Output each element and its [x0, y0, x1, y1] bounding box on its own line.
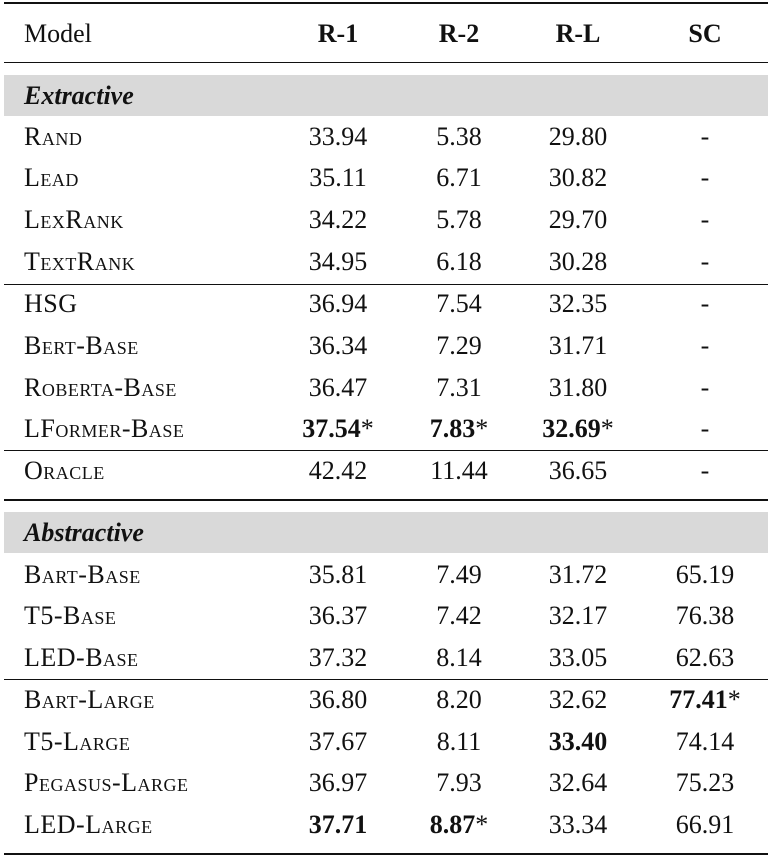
- table-row: [0, 408, 772, 449]
- r2-value: 5.78: [436, 205, 482, 234]
- table-row: [0, 595, 772, 636]
- rl-value: 31.80: [548, 373, 608, 402]
- sc-value: 66.91: [675, 810, 735, 839]
- r2-value: 8.87*: [429, 810, 489, 839]
- table-row: [0, 762, 772, 803]
- table-row: [0, 679, 772, 720]
- r2-value: 7.83*: [429, 414, 489, 443]
- section-rule: [4, 499, 768, 501]
- model-name: Bart-Base: [24, 560, 141, 589]
- sc-value: 65.19: [675, 560, 735, 589]
- r1-value: 37.71: [308, 810, 368, 839]
- model-name: LED-Large: [24, 810, 153, 839]
- header-r2: R-2: [438, 19, 480, 48]
- sc-value: 74.14: [675, 727, 735, 756]
- section-title-abstractive: Abstractive: [24, 518, 144, 547]
- r1-value: 35.11: [309, 163, 367, 192]
- r1-value: 36.94: [308, 289, 368, 318]
- r1-value: 37.32: [308, 643, 368, 672]
- r1-value: 36.34: [308, 331, 368, 360]
- rl-value: 36.65: [548, 456, 608, 485]
- sc-value: -: [700, 163, 710, 192]
- table-row: [0, 721, 772, 762]
- sc-value: 62.63: [675, 643, 735, 672]
- sc-value: -: [700, 373, 710, 402]
- model-name: T5-Base: [24, 601, 117, 630]
- table-row: [0, 637, 772, 678]
- header-sc: SC: [688, 19, 722, 48]
- model-name: Roberta-Base: [24, 373, 177, 402]
- rl-value: 32.17: [548, 601, 608, 630]
- model-name: Bert-Base: [24, 331, 139, 360]
- table-row: [0, 283, 772, 324]
- header-rule: [4, 62, 768, 63]
- rl-value: 32.64: [548, 768, 608, 797]
- r2-value: 7.49: [436, 560, 482, 589]
- r1-value: 36.47: [308, 373, 368, 402]
- rl-value: 32.69*: [542, 414, 614, 443]
- model-name: LexRank: [24, 205, 124, 234]
- r2-value: 7.29: [436, 331, 482, 360]
- r2-value: 7.31: [436, 373, 482, 402]
- model-name: LFormer-Base: [24, 414, 185, 443]
- header-r1: R-1: [317, 19, 359, 48]
- r1-value: 34.22: [308, 205, 368, 234]
- section-title-extractive: Extractive: [24, 81, 134, 110]
- table-row: [0, 450, 772, 491]
- sc-value: -: [700, 456, 710, 485]
- top-rule: [4, 2, 768, 4]
- table-row: [0, 116, 772, 157]
- rl-value: 33.40: [548, 727, 608, 756]
- table-row: [0, 199, 772, 240]
- sc-value: 77.41*: [669, 685, 741, 714]
- r1-value: 34.95: [308, 247, 368, 276]
- table-row: [0, 325, 772, 366]
- table-row: [0, 554, 772, 595]
- rl-value: 30.28: [548, 247, 608, 276]
- r2-value: 5.38: [436, 122, 482, 151]
- header-rl: R-L: [555, 19, 601, 48]
- r1-value: 36.80: [308, 685, 368, 714]
- table-row: [0, 804, 772, 845]
- model-name: Pegasus-Large: [24, 768, 189, 797]
- r2-value: 8.20: [436, 685, 482, 714]
- r1-value: 33.94: [308, 122, 368, 151]
- r1-value: 36.37: [308, 601, 368, 630]
- rl-value: 30.82: [548, 163, 608, 192]
- model-name: TextRank: [24, 247, 136, 276]
- model-name: T5-Large: [24, 727, 131, 756]
- rl-value: 31.72: [548, 560, 608, 589]
- model-name: Oracle: [24, 456, 105, 485]
- r1-value: 37.67: [308, 727, 368, 756]
- sc-value: -: [700, 414, 710, 443]
- rl-value: 29.80: [548, 122, 608, 151]
- r1-value: 37.54*: [302, 414, 374, 443]
- rl-value: 32.35: [548, 289, 608, 318]
- r2-value: 8.11: [436, 727, 482, 756]
- rl-value: 31.71: [548, 331, 608, 360]
- r2-value: 11.44: [430, 456, 488, 485]
- sc-value: -: [700, 122, 710, 151]
- model-name: Lead: [24, 163, 79, 192]
- sc-value: -: [700, 331, 710, 360]
- rl-value: 32.62: [548, 685, 608, 714]
- sc-value: 76.38: [675, 601, 735, 630]
- header-model: Model: [24, 19, 92, 48]
- r2-value: 7.93: [436, 768, 482, 797]
- r1-value: 35.81: [308, 560, 368, 589]
- bottom-rule: [4, 853, 768, 855]
- sc-value: -: [700, 247, 710, 276]
- sc-value: -: [700, 205, 710, 234]
- r2-value: 6.18: [436, 247, 482, 276]
- r2-value: 8.14: [436, 643, 482, 672]
- model-name: Bart-Large: [24, 685, 155, 714]
- model-name: Rand: [24, 122, 83, 151]
- model-name: HSG: [24, 289, 78, 318]
- r2-value: 6.71: [436, 163, 482, 192]
- rl-value: 29.70: [548, 205, 608, 234]
- rl-value: 33.05: [548, 643, 608, 672]
- r1-value: 36.97: [308, 768, 368, 797]
- r2-value: 7.42: [436, 601, 482, 630]
- model-name: LED-Base: [24, 643, 139, 672]
- table-row: [0, 157, 772, 198]
- sc-value: -: [700, 289, 710, 318]
- r1-value: 42.42: [308, 456, 368, 485]
- sc-value: 75.23: [675, 768, 735, 797]
- table-row: [0, 241, 772, 282]
- r2-value: 7.54: [436, 289, 482, 318]
- table-row: [0, 367, 772, 408]
- rl-value: 33.34: [548, 810, 608, 839]
- header-row: [0, 13, 772, 54]
